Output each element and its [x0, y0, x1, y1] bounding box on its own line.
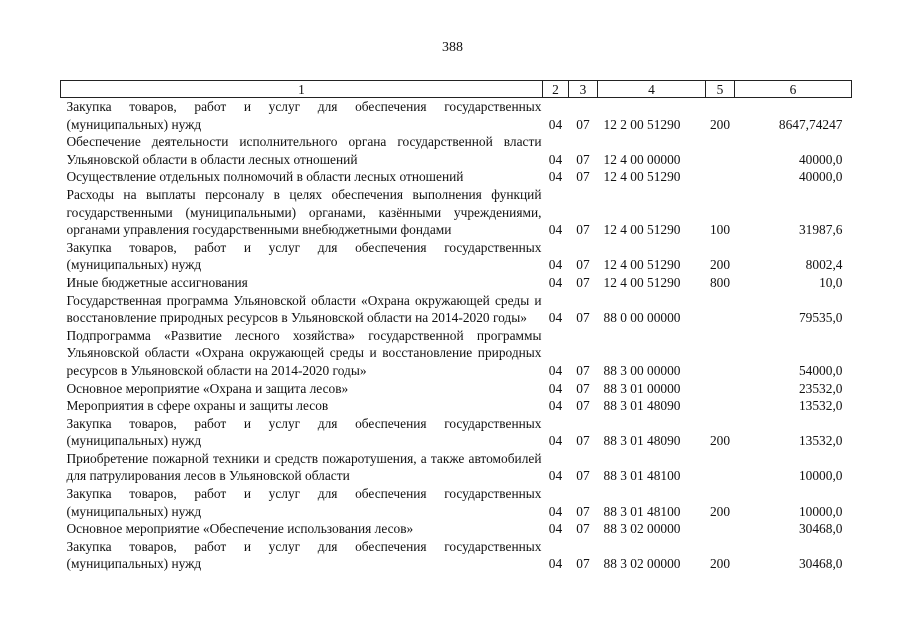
- row-expense-type: 200: [709, 556, 731, 572]
- table-row: [61, 274, 852, 292]
- row-amount: 13532,0: [798, 433, 843, 449]
- row-subsection-code: 07: [576, 116, 590, 132]
- row-target-article: 88 0 00 00000: [603, 310, 681, 326]
- row-target-article: 88 3 02 00000: [603, 556, 681, 572]
- row-section-code: 04: [548, 362, 563, 378]
- row-target-article: 88 3 00 00000: [603, 362, 681, 378]
- row-expense-type: [706, 327, 735, 380]
- table-row: [61, 485, 852, 520]
- row-section-code: 04: [548, 151, 563, 167]
- row-name: Закупка товаров, работ и услуг для обеспечения государственных (муниципальных) нужд: [66, 415, 542, 449]
- row-target-article: 12 4 00 00000: [603, 151, 681, 167]
- row-target-article: 88 3 01 48090: [603, 398, 681, 414]
- row-section-code: 04: [548, 468, 563, 484]
- row-expense-type: [706, 292, 735, 327]
- table-row: [61, 520, 852, 538]
- table-row: [61, 538, 852, 573]
- row-section-code: 04: [548, 274, 563, 290]
- row-subsection-code: 07: [576, 468, 590, 484]
- table-row: [61, 415, 852, 450]
- table-row: [61, 292, 852, 327]
- row-amount: 30468,0: [798, 556, 843, 572]
- row-expense-type: 200: [709, 433, 731, 449]
- row-target-article: 12 4 00 51290: [603, 169, 681, 185]
- row-amount: 30468,0: [798, 521, 843, 537]
- row-target-article: 88 3 01 48100: [603, 468, 681, 484]
- row-subsection-code: 07: [576, 380, 590, 396]
- table-row: [61, 380, 852, 398]
- row-section-code: 04: [548, 503, 563, 519]
- table-body: [61, 98, 852, 574]
- row-expense-type: [706, 450, 735, 485]
- row-name: Закупка товаров, работ и услуг для обеспечения государственных (муниципальных) нужд: [66, 239, 542, 273]
- header-col-2: 2: [543, 81, 569, 98]
- row-section-code: 04: [548, 257, 563, 273]
- row-target-article: 12 4 00 51290: [603, 257, 681, 273]
- table-row: [61, 239, 852, 274]
- row-target-article: 88 3 01 48090: [603, 433, 681, 449]
- table-header-row: [61, 81, 852, 98]
- row-section-code: 04: [548, 116, 563, 132]
- row-expense-type: [706, 520, 735, 538]
- row-expense-type: 200: [709, 503, 731, 519]
- table-row: [61, 98, 852, 134]
- row-name: Мероприятия в сфере охраны и защиты лесов: [66, 398, 329, 414]
- row-target-article: 12 4 00 51290: [603, 274, 681, 290]
- row-amount: 23532,0: [798, 380, 843, 396]
- row-target-article: 88 3 01 00000: [603, 380, 681, 396]
- row-name: Приобретение пожарной техники и средств пожаротушения, а также автомобилей для патрулирования лесов в Ульяновской области: [66, 450, 542, 484]
- row-name: Основное мероприятие «Обеспечение использования лесов»: [66, 521, 414, 537]
- table-row: [61, 327, 852, 380]
- row-section-code: 04: [548, 521, 563, 537]
- row-expense-type: [706, 133, 735, 168]
- row-amount: 10000,0: [798, 468, 843, 484]
- page-number: 388: [442, 40, 463, 55]
- row-subsection-code: 07: [576, 274, 590, 290]
- row-expense-type: 100: [709, 222, 731, 238]
- row-subsection-code: 07: [576, 398, 590, 414]
- row-target-article: 12 2 00 51290: [603, 116, 681, 132]
- row-amount: 13532,0: [798, 398, 843, 414]
- row-subsection-code: 07: [576, 169, 590, 185]
- row-name: Расходы на выплаты персоналу в целях обеспечения выполнения функций государственными (муниципальными) органами, казёнными учреждениями, органами управления государственными внебюджетными фондами: [66, 186, 542, 238]
- row-name: Осуществление отдельных полномочий в области лесных отношений: [66, 169, 464, 185]
- row-amount: 10000,0: [798, 503, 843, 519]
- table-row: [61, 186, 852, 239]
- row-subsection-code: 07: [576, 151, 590, 167]
- row-section-code: 04: [548, 556, 563, 572]
- row-amount: 8647,74247: [778, 116, 843, 132]
- row-section-code: 04: [548, 222, 563, 238]
- row-expense-type: 200: [709, 257, 731, 273]
- row-subsection-code: 07: [576, 257, 590, 273]
- row-amount: 8002,4: [805, 257, 843, 273]
- row-expense-type: 200: [709, 116, 731, 132]
- row-section-code: 04: [548, 169, 563, 185]
- row-subsection-code: 07: [576, 362, 590, 378]
- row-expense-type: [706, 168, 735, 186]
- row-amount: 10,0: [819, 274, 843, 290]
- row-name: Закупка товаров, работ и услуг для обеспечения государственных (муниципальных) нужд: [66, 99, 542, 132]
- header-col-3: 3: [569, 81, 598, 98]
- row-name: Иные бюджетные ассигнования: [66, 274, 248, 290]
- row-subsection-code: 07: [576, 433, 590, 449]
- row-target-article: 88 3 02 00000: [603, 521, 681, 537]
- row-subsection-code: 07: [576, 521, 590, 537]
- row-section-code: 04: [548, 380, 563, 396]
- row-expense-type: 800: [709, 274, 731, 290]
- row-name: Закупка товаров, работ и услуг для обеспечения государственных (муниципальных) нужд: [66, 538, 542, 572]
- header-col-5: 5: [706, 81, 735, 98]
- row-name: Закупка товаров, работ и услуг для обеспечения государственных (муниципальных) нужд: [66, 486, 542, 519]
- row-section-code: 04: [548, 310, 563, 326]
- row-section-code: 04: [548, 398, 563, 414]
- table-row: [61, 133, 852, 168]
- row-amount: 40000,0: [798, 169, 843, 185]
- row-amount: 31987,6: [798, 222, 843, 238]
- row-target-article: 12 4 00 51290: [603, 222, 681, 238]
- row-subsection-code: 07: [576, 310, 590, 326]
- row-amount: 79535,0: [798, 310, 843, 326]
- row-subsection-code: 07: [576, 222, 590, 238]
- row-subsection-code: 07: [576, 556, 590, 572]
- row-expense-type: [706, 397, 735, 415]
- row-target-article: 88 3 01 48100: [603, 503, 681, 519]
- row-name: Подпрограмма «Развитие лесного хозяйства» государственной программы Ульяновской области «Охрана окружающей среды и восстановление природных ресурсов в Ульяновской области на 2014-2020 годы»: [66, 327, 542, 378]
- header-col-6: 6: [735, 81, 852, 98]
- table-row: [61, 397, 852, 415]
- row-subsection-code: 07: [576, 503, 590, 519]
- row-name: Основное мероприятие «Охрана и защита лесов»: [66, 380, 349, 396]
- table-row: [61, 450, 852, 485]
- header-col-4: 4: [598, 81, 706, 98]
- row-amount: 40000,0: [798, 151, 843, 167]
- row-name: Обеспечение деятельности исполнительного органа государственной власти Ульяновской области в области лесных отношений: [66, 134, 542, 167]
- header-col-1: 1: [61, 81, 543, 98]
- table-row: [61, 168, 852, 186]
- row-section-code: 04: [548, 433, 563, 449]
- row-amount: 54000,0: [798, 362, 843, 378]
- row-expense-type: [706, 380, 735, 398]
- row-name: Государственная программа Ульяновской области «Охрана окружающей среды и восстановление природных ресурсов в Ульяновской области на 2014-2020 годы»: [66, 292, 542, 326]
- budget-table: [60, 80, 852, 573]
